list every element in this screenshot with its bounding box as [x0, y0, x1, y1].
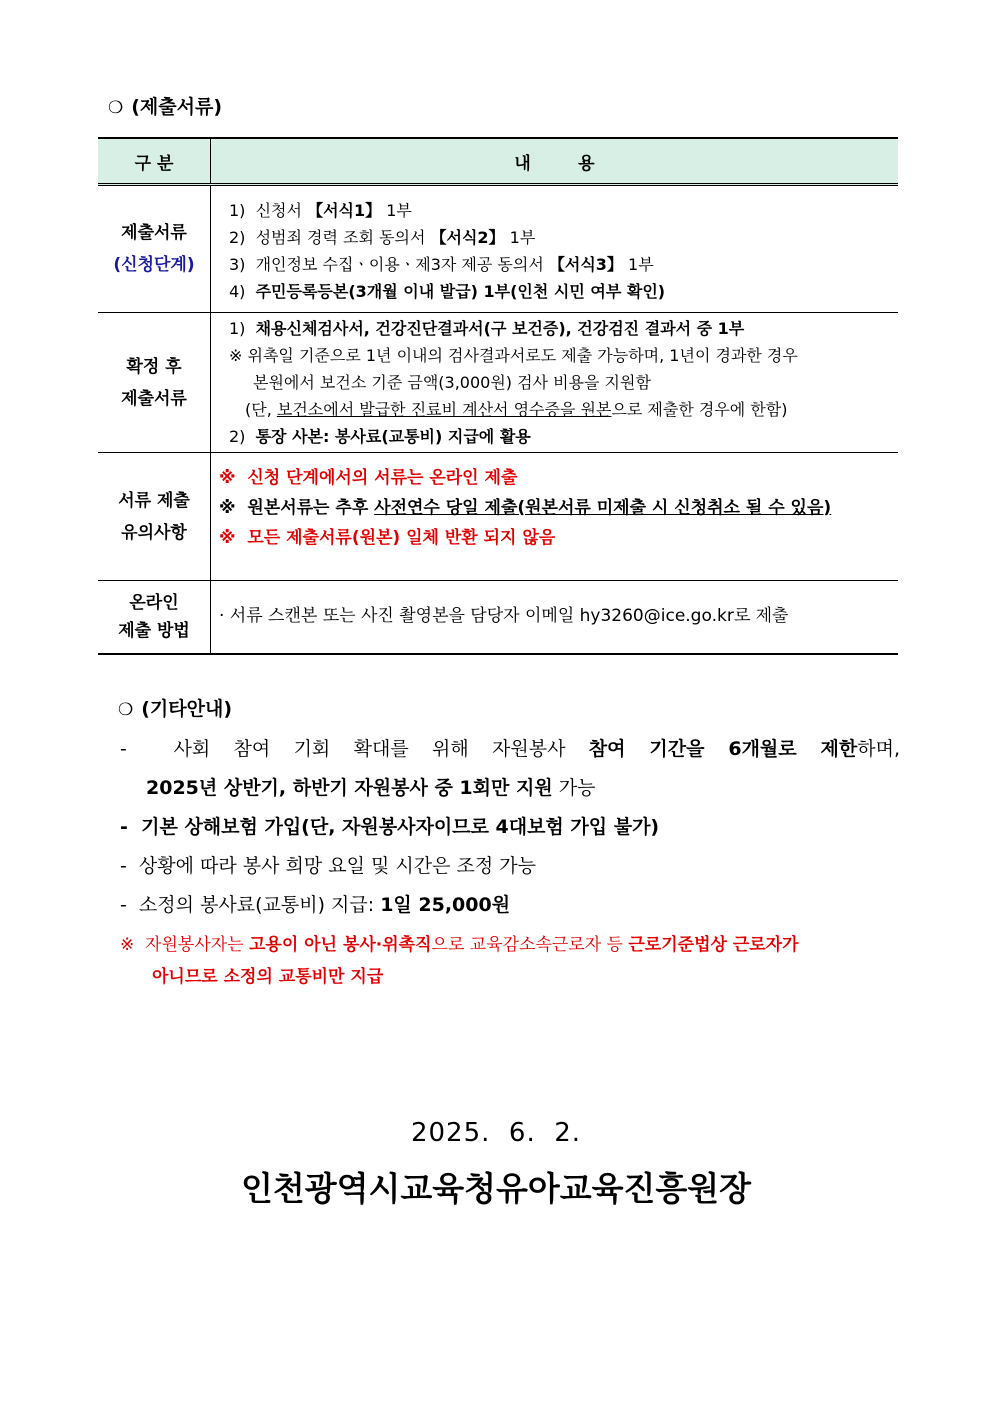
list-item: 2) 성범죄 경력 조회 동의서 【서식2】 1부: [229, 228, 536, 247]
row-label-line: 제출서류: [121, 223, 187, 243]
row-label-line: 제출서류: [121, 388, 187, 409]
warning-line: ※ 자원봉사자는 고용이 아닌 봉사·위촉직으로 교육감소속근로자 등 근로기준법상 근로자가: [120, 935, 799, 955]
row-label-line: 제출 방법: [118, 620, 190, 641]
table-header-row: [98, 138, 898, 185]
list-item-continuation: 2025년 상반기, 하반기 자원봉사 중 1회만 지원 가능: [146, 777, 596, 799]
list-item: 1) 신청서 【서식1】 1부: [229, 201, 412, 220]
list-item: 2) 통장 사본: 봉사료(교통비) 지급에 활용: [229, 427, 531, 446]
table-row-after: [98, 313, 898, 453]
list-item: 1) 채용신체검사서, 건강진단결과서(구 보건증), 건강검진 결과서 중 1부: [229, 319, 745, 338]
note-line: (단, 보건소에서 발급한 진료비 계산서 영수증을 원본으로 제출한 경우에 한함): [245, 400, 788, 419]
list-item: 4) 주민등록등본(3개월 이내 발급) 1부(인천 시민 여부 확인): [229, 282, 666, 301]
issuer-name: 인천광역시교육청유아교육진흥원장: [240, 1169, 752, 1208]
row-content-apply: [211, 185, 899, 313]
list-item: - 기본 상해보험 가입(단, 자원봉사자이므로 4대보험 가입 불가): [120, 816, 660, 838]
header-category: 구 분: [98, 138, 211, 185]
row-label-apply: [98, 185, 211, 313]
table-row-online: [98, 581, 898, 654]
list-item: - 소정의 봉사료(교통비) 지급: 1일 25,000원: [120, 894, 511, 916]
row-label-line: 확정 후: [126, 356, 182, 377]
table-row-notes: [98, 453, 898, 581]
note-line: ※ 위촉일 기준으로 1년 이내의 검사결과서로도 제출 가능하며, 1년이 경과한 경우: [229, 346, 798, 365]
documents-table: [98, 137, 898, 655]
row-label-line: 유의사항: [121, 522, 187, 543]
circle-bullet-icon: ❍: [108, 98, 124, 118]
note-line: ※ 원본서류는 추후 사전연수 당일 제출(원본서류 미제출 시 신청취소 될 수 있음): [219, 497, 832, 518]
section-title-documents: [108, 92, 222, 119]
row-label-line-blue: (신청단계): [113, 255, 195, 275]
document-date: 2025. 6. 2.: [410, 1118, 582, 1148]
list-item: - 사회 참여 기회 확대를 위해 자원봉사 참여 기간을 6개월로 제한하며,: [120, 738, 900, 760]
row-label-line: 온라인: [129, 592, 179, 613]
note-line: 본원에서 보건소 기준 금액(3,000원) 검사 비용을 지원함: [253, 373, 651, 392]
list-item: 3) 개인정보 수집ㆍ이용ㆍ제3자 제공 동의서 【서식3】 1부: [229, 255, 654, 274]
online-method-text: · 서류 스캔본 또는 사진 촬영본을 담당자 이메일 hy3260@ice.go.kr로 제출: [219, 606, 789, 627]
note-line-red: ※ 신청 단계에서의 서류는 온라인 제출: [219, 467, 518, 488]
other-info-list: [120, 730, 900, 993]
header-content: 내 용: [211, 138, 899, 185]
row-content-online: [211, 581, 899, 654]
row-content-after: [211, 313, 899, 453]
row-label-line: 서류 제출: [118, 490, 190, 511]
row-label-notes: [98, 453, 211, 581]
row-label-after: [98, 313, 211, 453]
row-content-notes: [211, 453, 899, 581]
list-item: - 상황에 따라 봉사 희망 요일 및 시간은 조정 가능: [120, 855, 536, 877]
row-label-online: [98, 581, 211, 654]
note-line-red: ※ 모든 제출서류(원본) 일체 반환 되지 않음: [219, 527, 556, 548]
table-row-apply: [98, 185, 898, 313]
section-title-text: (제출서류): [131, 96, 223, 118]
warning-line-continuation: 아니므로 소정의 교통비만 지급: [152, 967, 384, 987]
section-title-text: (기타안내): [141, 698, 233, 720]
circle-bullet-icon: ❍: [118, 700, 134, 720]
section-title-other: [118, 694, 232, 721]
